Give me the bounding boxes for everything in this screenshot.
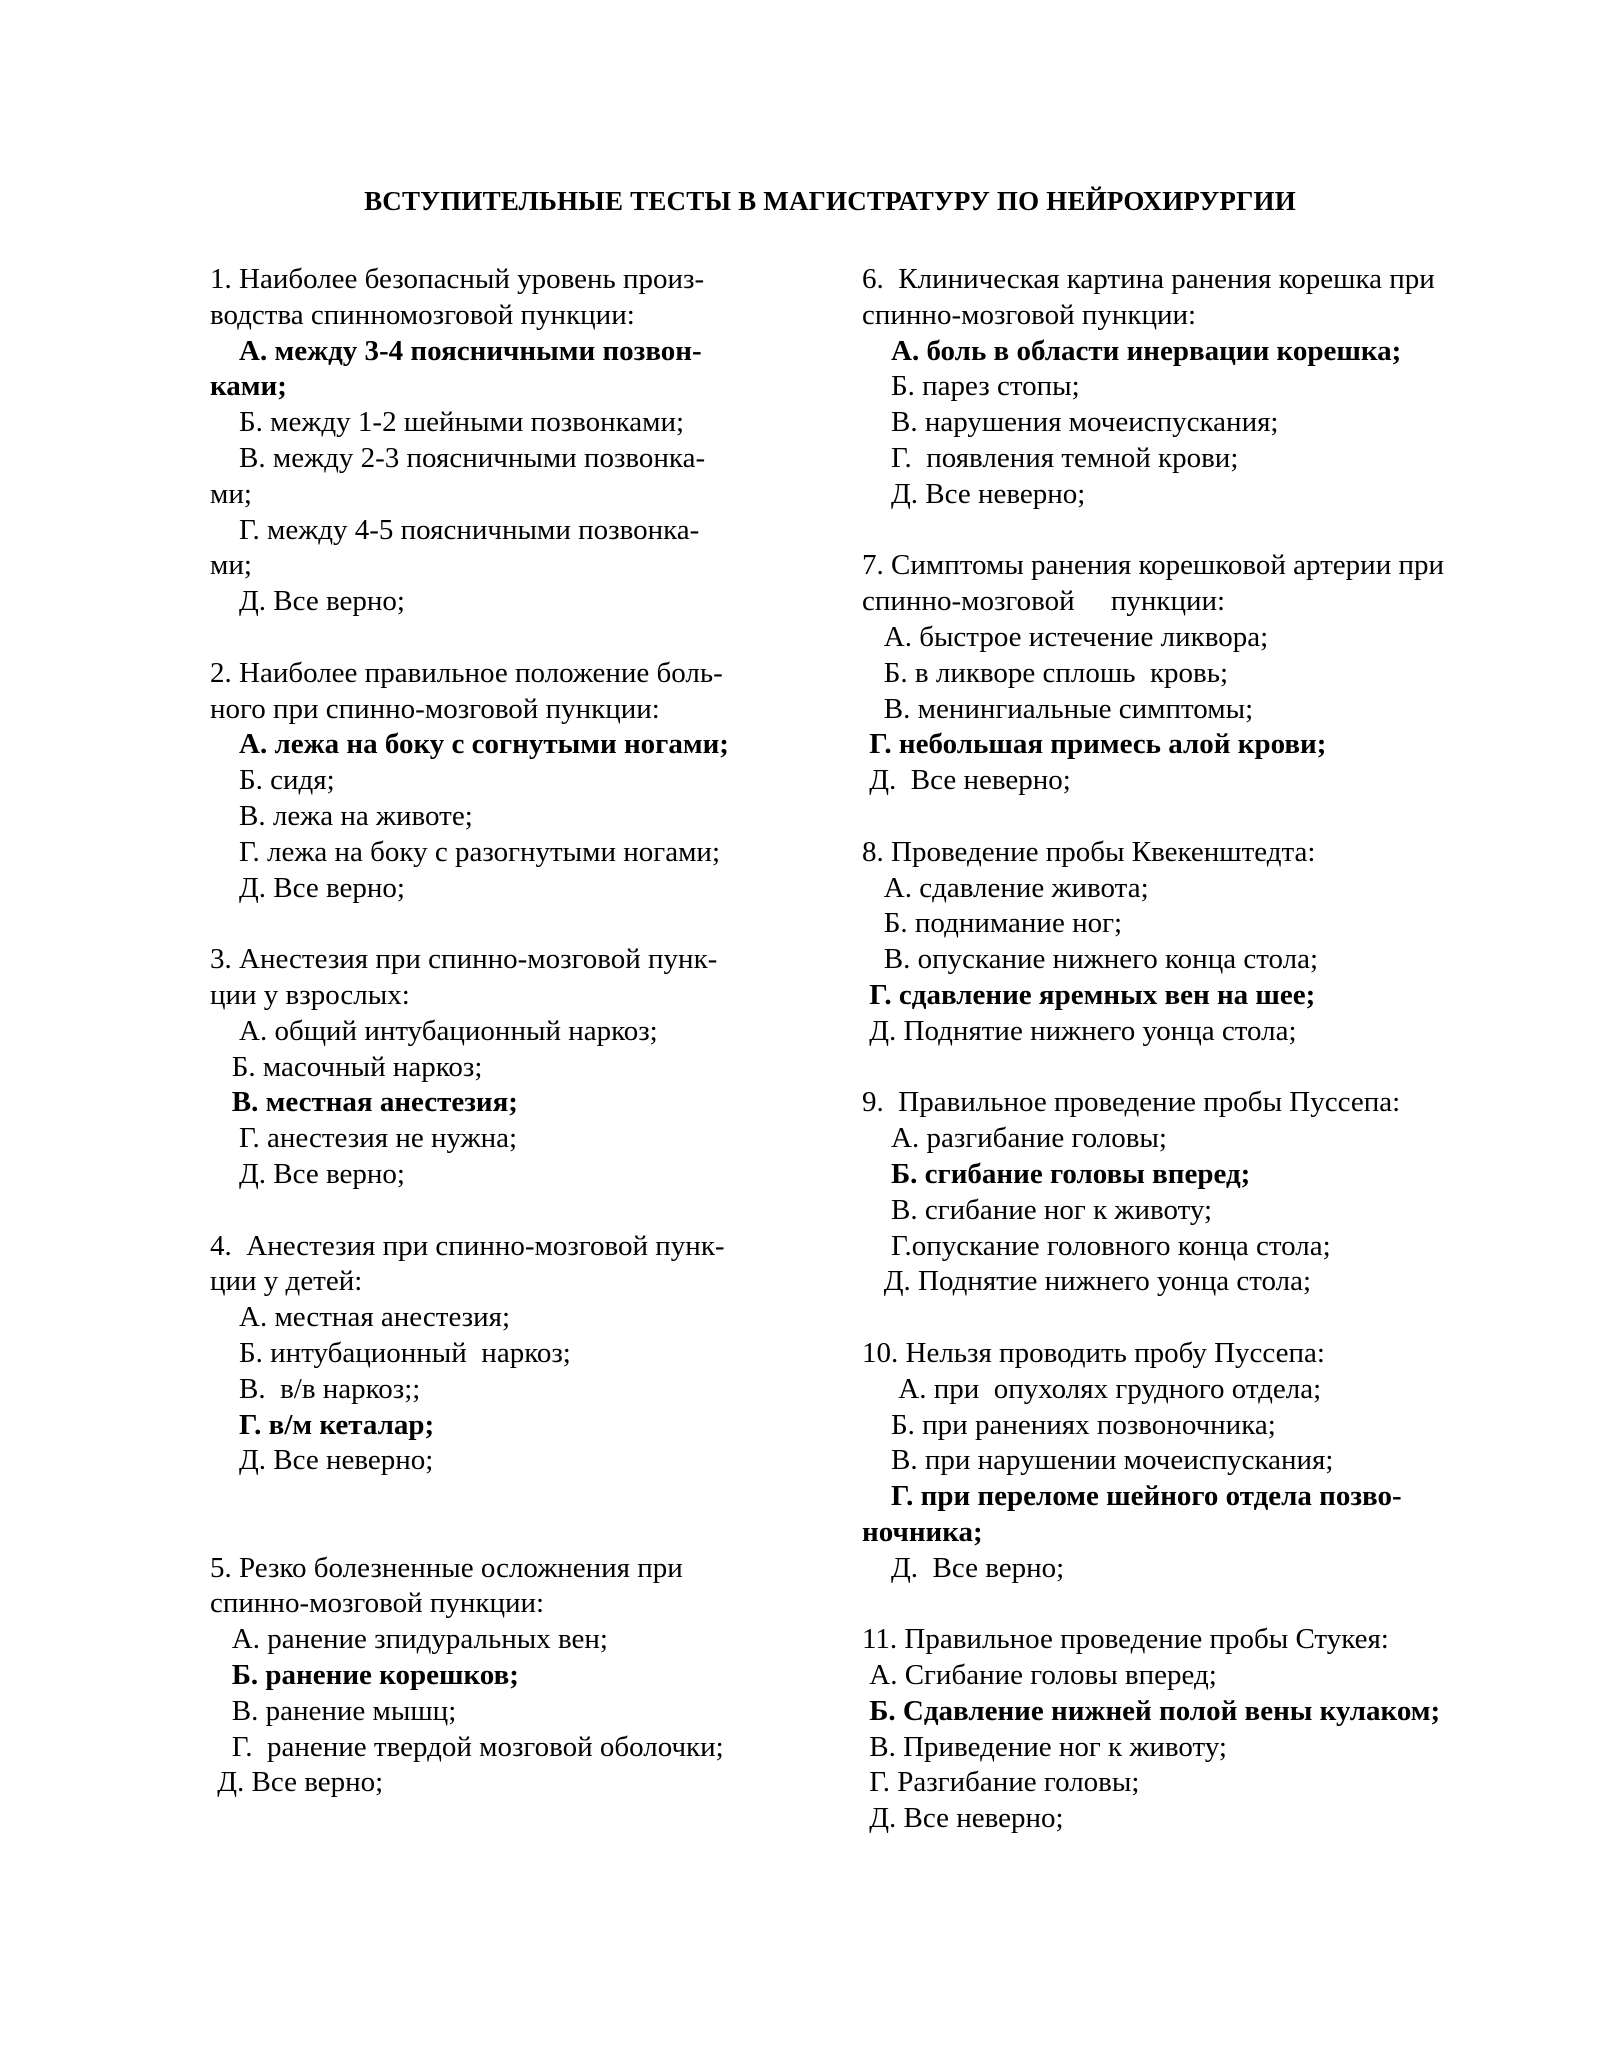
question-line: Б. масочный наркоз; [210,1050,483,1083]
question-line: Г. между 4-5 поясничными позвонка- [210,513,700,546]
question-line: Г. лежа на боку с разогнутыми ногами; [210,835,721,868]
question-line: спинно-мозговой пункции: [210,1587,545,1620]
question-line: Б. при ранениях позвоночника; [862,1408,1276,1441]
question-line: 10. Нельзя проводить пробу Пуссепа: [862,1336,1325,1369]
page-title: ВСТУПИТЕЛЬНЫЕ ТЕСТЫ В МАГИСТРАТУРУ ПО НЕЙРОХИРУРГИИ [364,186,1296,216]
question-block [210,942,770,1193]
question-line: В. сгибание ног к животу; [862,1193,1213,1226]
question-line: Б. сидя; [210,764,335,797]
question-line: Д. Все верно; [210,1766,384,1799]
question-line: 11. Правильное проведение пробы Стукея: [862,1623,1389,1656]
question-line: спинно-мозговой пункции: [862,298,1197,331]
question-line: Д. Все неверно; [862,477,1086,510]
question-line: ции у взрослых: [210,978,410,1011]
question-block [862,262,1512,513]
question-line: 7. Симптомы ранения корешковой артерии при [862,549,1445,582]
question-line: В. Приведение ног к животу; [862,1730,1227,1763]
question-line: Д. Все неверно; [862,1802,1064,1835]
left-column [210,262,770,1801]
question-line: 6. Клиническая картина ранения корешка при [862,263,1435,295]
question-line: Б. поднимание ног; [862,907,1123,940]
question-block [210,1229,770,1480]
question-line: Г. анестезия не нужна; [210,1122,518,1155]
correct-answer-line: Г. при переломе шейного отдела позво- [862,1480,1402,1513]
question-line: 5. Резко болезненные осложнения при [210,1551,683,1584]
question-line: А. ранение зпидуральных вен; [210,1623,608,1656]
question-line: В. опускание нижнего конца стола; [862,943,1319,976]
right-column [862,262,1512,1837]
question-line: ми; [210,549,252,582]
correct-answer-line: А. между 3-4 поясничными позвон- [210,334,702,367]
question-line: А. общий интубационный наркоз; [210,1014,658,1047]
question-line: Б. между 1-2 шейными позвонками; [210,406,685,439]
question-line: 9. Правильное проведение пробы Пуссепа: [862,1086,1401,1119]
correct-answer-line: Б. сгибание головы вперед; [862,1157,1251,1190]
question-line: 4. Анестезия при спинно-мозговой пунк- [210,1229,725,1262]
correct-answer-line: А. лежа на боку с согнутыми ногами; [210,728,729,761]
question-line: спинно-мозговой пункции: [862,585,1226,618]
question-block [862,548,1512,799]
question-line: Д. Все верно; [862,1551,1065,1584]
question-line: водства спинномозговой пункции: [210,298,635,331]
question-line: Д. Все верно; [210,1157,405,1190]
question-line: 2. Наиболее правильное положение боль- [210,656,723,689]
question-line: В. менингиальные симптомы; [862,692,1254,725]
question-line: Б. в ликворе сплошь кровь; [862,656,1229,689]
question-line: Д. Все верно; [210,871,405,904]
correct-answer-line: Г. сдавление яремных вен на шее; [862,978,1316,1011]
question-line: В. ранение мышц; [210,1694,457,1727]
question-line: В. между 2-3 поясничными позвонка- [210,441,706,474]
question-line: ми; [210,477,252,510]
question-line: В. при нарушении мочеиспускания; [862,1444,1334,1477]
question-block [862,835,1512,1050]
correct-answer-line: А. боль в области инервации корешка; [862,334,1402,367]
question-block [862,1622,1512,1837]
question-line: Б. парез стопы; [862,370,1080,403]
question-line: А. при опухолях грудного отдела; [862,1372,1322,1405]
question-line: Д. Поднятие нижнего уонца стола; [862,1014,1297,1047]
correct-answer-line: Б. Сдавление нижней полой вены кулаком; [862,1694,1441,1727]
question-line: Д. Поднятие нижнего уонца стола; [862,1265,1312,1298]
question-line: Б. интубационный наркоз; [210,1336,571,1369]
question-line: Г.опускание головного конца стола; [862,1229,1331,1262]
correct-answer-line: Г. небольшая примесь алой крови; [862,728,1327,761]
question-line: 8. Проведение пробы Квекенштедта: [862,835,1316,868]
question-line: Д. Все верно; [210,585,405,618]
question-line: В. в/в наркоз;; [210,1372,421,1405]
correct-answer-line: Б. ранение корешков; [210,1659,519,1692]
question-line: В. лежа на животе; [210,799,473,832]
question-line: ного при спинно-мозговой пункции: [210,692,660,725]
question-line: В. нарушения мочеиспускания; [862,406,1279,439]
question-line: 3. Анестезия при спинно-мозговой пунк- [210,943,718,976]
question-line: А. Сгибание головы вперед; [862,1659,1217,1692]
question-block [210,262,770,620]
question-line: Д. Все неверно; [210,1444,434,1477]
question-line: Д. Все неверно; [862,764,1071,797]
question-block [210,656,770,907]
question-line: А. разгибание головы; [862,1122,1167,1155]
question-line: А. быстрое истечение ликвора; [862,620,1269,653]
question-line: Г. Разгибание головы; [862,1766,1140,1799]
correct-answer-line: В. местная анестезия; [210,1086,518,1119]
question-block [210,1551,770,1802]
correct-answer-line: Г. в/м кеталар; [210,1408,435,1441]
question-line: А. сдавление живота; [862,871,1149,904]
correct-answer-line: ками; [210,370,287,403]
question-line: Г. появления темной крови; [862,441,1239,474]
question-line: ции у детей: [210,1265,363,1298]
question-block [862,1085,1512,1300]
question-line: 1. Наиболее безопасный уровень произ- [210,263,705,295]
question-line: А. местная анестезия; [210,1301,511,1334]
correct-answer-line: ночника; [862,1515,983,1548]
question-block [862,1336,1512,1587]
question-line: Г. ранение твердой мозговой оболочки; [210,1730,724,1763]
